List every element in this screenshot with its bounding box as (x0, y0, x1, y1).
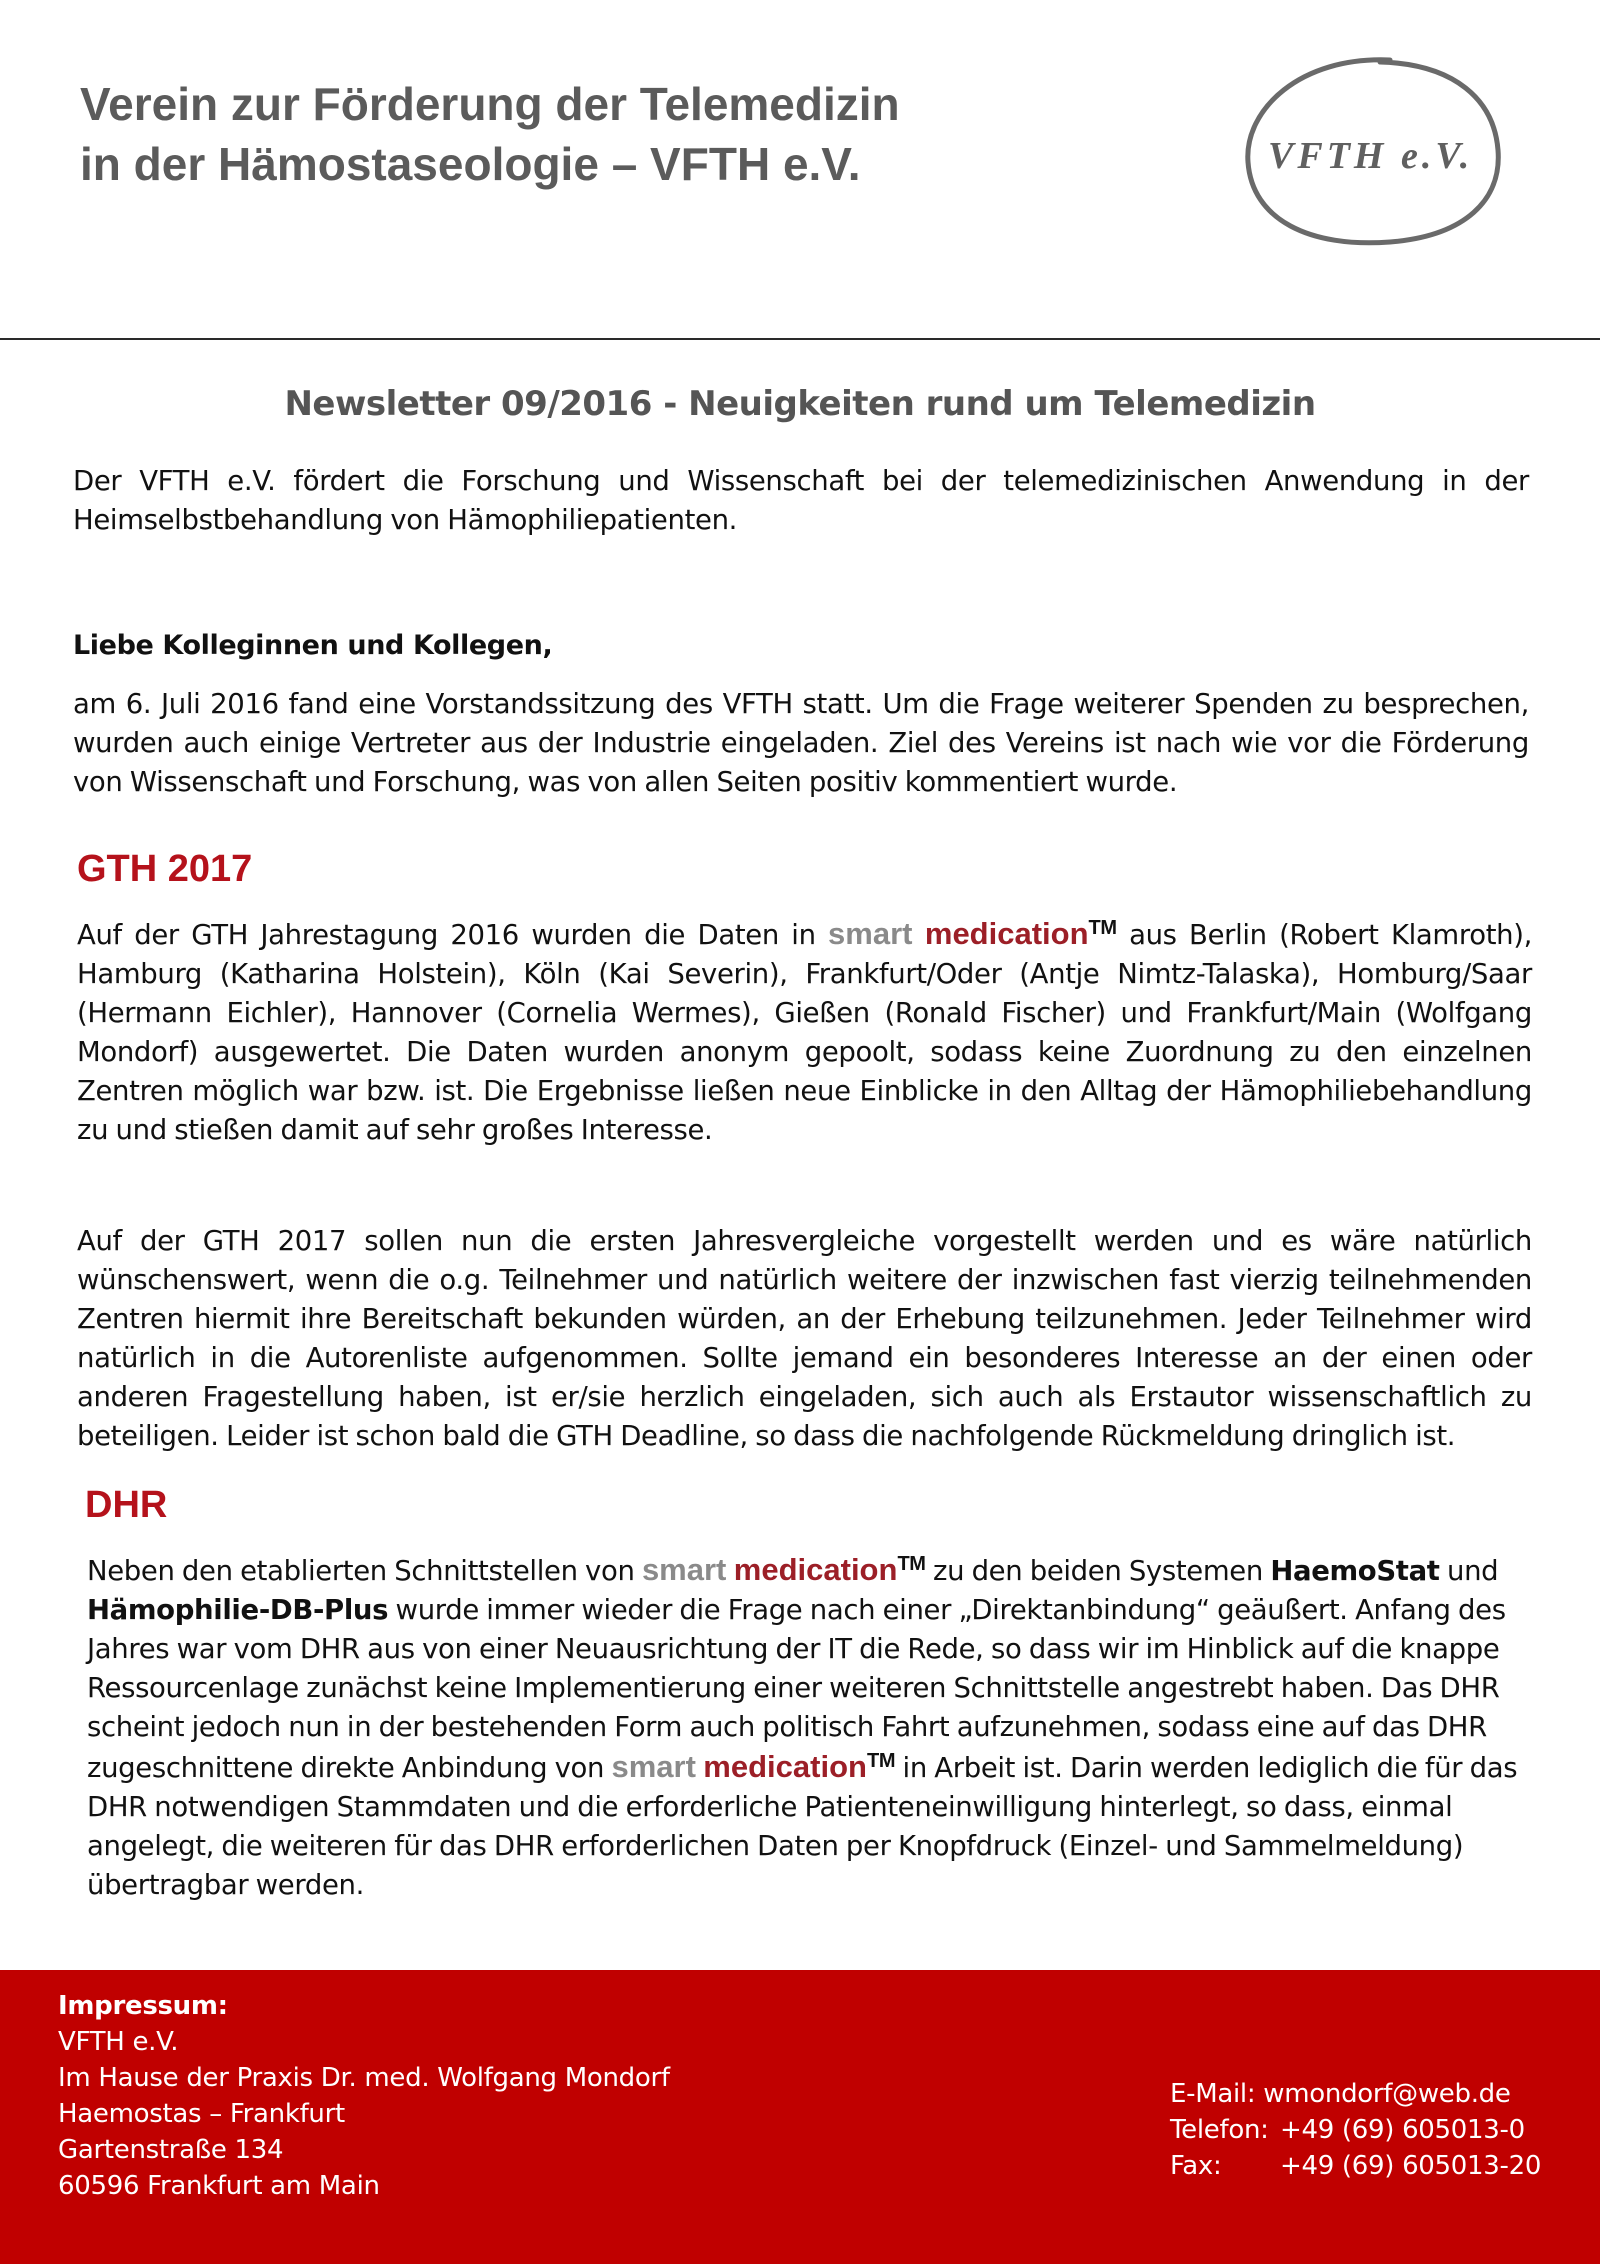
address-line: Haemostas – Frankfurt (58, 2099, 345, 2129)
contact-phone-row (1170, 2112, 1541, 2148)
brand-medication: medication (924, 916, 1089, 951)
address-line: 60596 Frankfurt am Main (58, 2171, 380, 2201)
newsletter-title: Newsletter 09/2016 - Neuigkeiten rund um Telemedizin (284, 384, 1316, 424)
dhr-paragraph (87, 1550, 1547, 1905)
intro-paragraph: Der VFTH e.V. fördert die Forschung und Wissenschaft bei der telemedizinischen Anwendung in der Heimselbstbehandlung von Hämophiliepatienten. (73, 465, 1529, 536)
brand-smart: smart (611, 1749, 696, 1784)
phone-label: Telefon: (1170, 2115, 1269, 2145)
dhr-text-2: zu den beiden Systemen (925, 1555, 1271, 1587)
greeting: Liebe Kolleginnen und Kollegen, (73, 630, 553, 661)
address-line: VFTH e.V. (58, 2027, 179, 2057)
haemophilie-db-plus-label: Hämophilie-DB-Plus (87, 1594, 389, 1626)
brand-medication: medication (703, 1749, 867, 1784)
footer-contact (1170, 2076, 1541, 2184)
dhr-text-3: und (1439, 1555, 1499, 1587)
fax-label: Fax: (1170, 2151, 1222, 2181)
dhr-text-5: in Arbeit ist. Darin werden lediglich die für das DHR notwendigen Stammdaten und die erforderliche Patienteneinwilligung hinterlegt, so dass, einmal angelegt, die weiteren für das DHR erforderlichen Daten per Knopfdruck (Einzel- und Sammelmeldung) übertragbar werden. (87, 1752, 1518, 1901)
brand-smart: smart (641, 1552, 727, 1587)
contact-fax-row (1170, 2148, 1541, 2184)
email-label: E-Mail: (1170, 2079, 1256, 2109)
vfth-logo (1240, 50, 1510, 250)
contact-email-row (1170, 2076, 1541, 2112)
haemostat-label: HaemoStat (1270, 1555, 1440, 1587)
footer-address (58, 1988, 670, 2204)
impressum-label: Impressum: (58, 1991, 228, 2021)
dhr-text-1: Neben den etablierten Schnittstellen von (87, 1555, 642, 1587)
address-line: Gartenstraße 134 (58, 2135, 284, 2165)
gth-p1-text-start: Auf der GTH Jahrestagung 2016 wurden die Daten in (77, 919, 829, 951)
brand-tm: TM (1088, 916, 1117, 939)
section-heading-dhr: DHR (85, 1484, 168, 1526)
gth-paragraph-2: Auf der GTH 2017 sollen nun die ersten Jahresvergleiche vorgestellt werden und es wäre natürlich wünschenswert, wenn die o.g. Teilnehmer und natürlich weitere der inzwischen fast vierzig teilnehmenden Zentren hiermit ihre Bereitschaft bekunden würden, an der Erhebung teilzunehmen. Jeder Teilnehmer wird natürlich in die Autorenliste aufgenommen. Sollte jemand ein besonderes Interesse an der einen oder anderen Fragestellung haben, ist er/sie herzlich eingeladen, sich auch als Erstautor wissenschaftlich zu beteiligen. Leider ist schon bald die GTH Deadline, so dass die nachfolgende Rückmeldung dringlich ist. (77, 1225, 1532, 1452)
org-title-line-2: in der Hämostaseologie – VFTH e.V. (80, 138, 861, 190)
brand-smart: smart (828, 916, 913, 951)
footer-impressum (0, 1970, 1600, 2264)
opening-paragraph: am 6. Juli 2016 fand eine Vorstandssitzung des VFTH statt. Um die Frage weiterer Spenden zu besprechen, wurden auch einige Vertreter aus der Industrie eingeladen. Ziel des Vereins ist nach wie vor die Förderung von Wissenschaft und Forschung, was von allen Seiten positiv kommentiert wurde. (73, 688, 1529, 798)
org-title-line-1: Verein zur Förderung der Telemedizin (80, 78, 900, 130)
section-heading-gth: GTH 2017 (77, 848, 253, 890)
brand-medication: medication (733, 1552, 898, 1587)
address-line: Im Hause der Praxis Dr. med. Wolfgang Mondorf (58, 2063, 670, 2093)
email-link[interactable]: wmondorf@web.de (1263, 2079, 1511, 2109)
gth-p1-text-end: aus Berlin (Robert Klamroth), Hamburg (Katharina Holstein), Köln (Kai Severin), Frankfurt/Oder (Antje Nimtz-Talaska), Homburg/Saar (Hermann Eichler), Hannover (Cornelia Wermes), Gießen (Ronald Fischer) und Frankfurt/Main (Wolfgang Mondorf) ausgewertet. Die Daten wurden anonym gepoolt, sodass keine Zuordnung zu den einzelnen Zentren möglich war bzw. ist. Die Ergebnisse ließen neue Einblicke in den Alltag der Hämophiliebehandlung zu und stießen damit auf sehr großes Interesse. (77, 919, 1532, 1146)
org-title (80, 74, 1130, 194)
fax-number: +49 (69) 605013-20 (1280, 2151, 1542, 2181)
brand-tm: TM (897, 1552, 926, 1575)
phone-number: +49 (69) 605013-0 (1280, 2115, 1525, 2145)
dhr-text-4: wurde immer wieder die Frage nach einer „Direktanbindung“ geäußert. Anfang des Jahres war vom DHR aus von einer Neuausrichtung der IT die Rede, so dass wir im Hinblick auf die knappe Ressourcenlage zunächst keine Implementierung einer weiteren Schnittstelle angestrebt haben. Das DHR scheint jedoch nun in der bestehenden Form auch politisch Fahrt aufzunehmen, sodass eine auf das DHR zugeschnittene direkte Anbindung von (87, 1594, 1506, 1784)
brand-tm: TM (866, 1749, 896, 1772)
header-divider (0, 338, 1600, 340)
gth-paragraph-1 (77, 914, 1532, 1150)
logo-text: VFTH e.V. (1268, 135, 1474, 177)
